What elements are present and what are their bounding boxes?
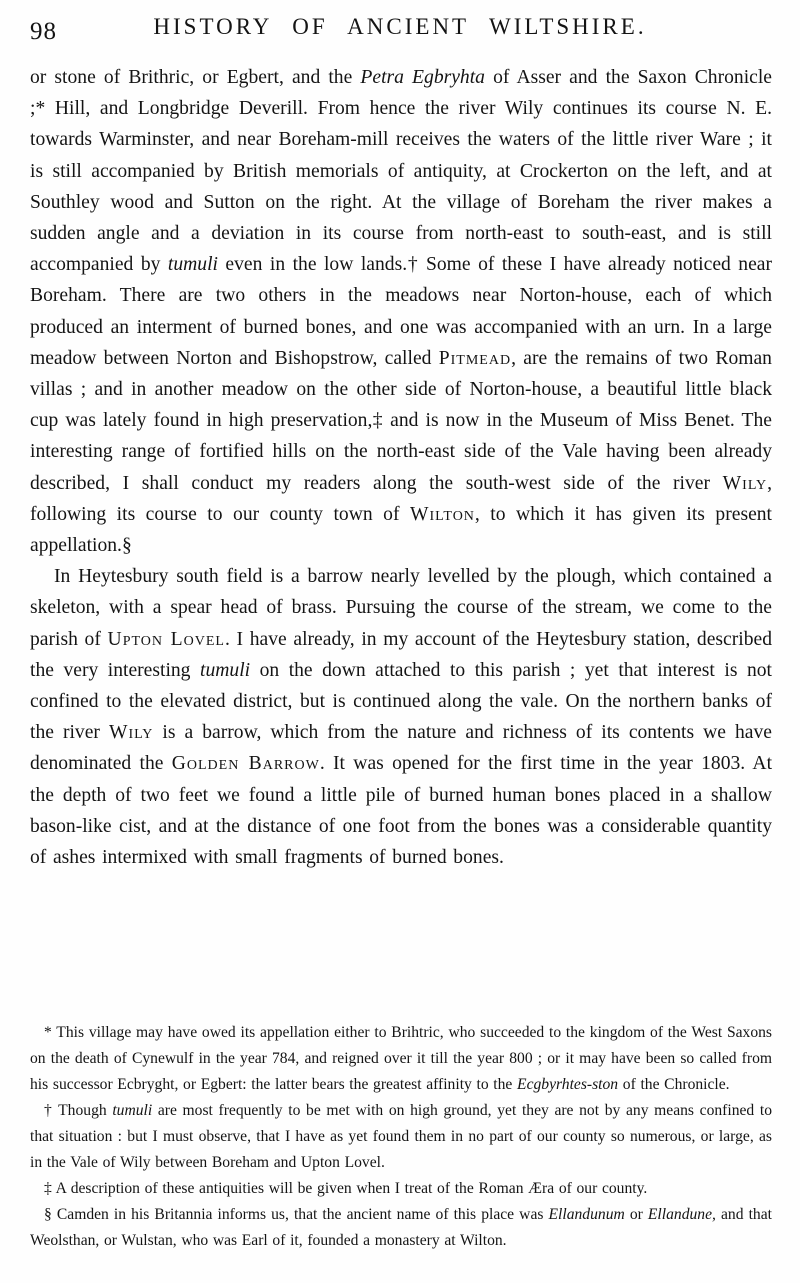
footnote-dagger: [30, 1098, 772, 1176]
footnotes: [30, 1020, 772, 1254]
text-segment: Ellandune,: [647, 1206, 716, 1223]
text-segment: or: [624, 1206, 648, 1223]
text-segment: , following its course to our county town of: [30, 472, 772, 525]
page-title: HISTORY OF ANCIENT WILTSHIRE.: [153, 14, 647, 39]
page-number: 98: [30, 18, 57, 45]
text-segment: are most frequently to be met with on high ground, yet they are not by any means confined to that situation : but I must observe, that I have as yet found them in no part of our county so numerous, or large, as in the Vale of Wily between Boreham and Upton Lovel.: [30, 1102, 772, 1171]
page-header: [0, 14, 800, 54]
text-segment: Pitmead: [438, 347, 512, 369]
text-segment: ‡ A description of these antiquities will be given when I treat of the Roman Æra of our county.: [44, 1180, 648, 1197]
footnote-section: [30, 1202, 772, 1254]
text-segment: Wily: [722, 472, 768, 494]
text-segment: † Though: [44, 1102, 113, 1119]
text-segment: Upton Lovel: [107, 628, 225, 650]
text-segment: Ecgbyrhtes-ston: [517, 1076, 619, 1093]
text-segment: and that Weolsthan, or Wulstan, who was Earl of it, founded a monastery at Wilton.: [30, 1206, 772, 1249]
footnote-double-dagger: [30, 1176, 772, 1202]
text-segment: or stone of Brithric, or Egbert, and the: [30, 67, 361, 88]
text-segment: , are the remains of two Roman villas ; and in another meadow on the other side of Norton-house, a beautiful little black cup was lately found in high preservation,‡ and is now in the Museum of Miss Benet. The interesting range of fortified hills on the north-east side of the Vale having been already described, I shall conduct my readers along the south-west side of the river: [30, 347, 772, 494]
text-segment: is a barrow, which from the nature and richness of its contents we have denominated the: [30, 722, 772, 775]
text-segment: Ellandunum: [548, 1206, 625, 1223]
text-segment: § Camden in his Britannia informs us, that the ancient name of this place was: [44, 1206, 549, 1223]
text-segment: on the down attached to this parish ; yet that interest is not confined to the elevated district, but is continued along the vale. On the northern banks of the river: [30, 659, 772, 744]
text-segment: tumuli: [200, 659, 251, 681]
text-segment: of the Chronicle.: [618, 1076, 730, 1093]
text-segment: . I have already, in my account of the Heytesbury station, described the very interesting: [30, 628, 772, 681]
text-segment: * This village may have owed its appellation either to Brihtric, who succeeded to the kingdom of the West Saxons on the death of Cynewulf in the year 784, and reigned over it till the year 800 ; or it may have been so called from his successor Ecbryght, or Egbert: the latter bears the greatest affinity to the: [30, 1024, 772, 1093]
paragraph-1: [30, 62, 772, 561]
text-segment: Wily: [108, 722, 154, 744]
text-segment: . It was opened for the first time in the year 1803. At the depth of two feet we found a little pile of burned human bones placed in a shallow bason-like cist, and at the distance of one foot from the bones was a considerable quantity of ashes intermixed with small fragments of burned bones.: [30, 753, 773, 869]
text-segment: of Asser and the Saxon Chronicle ;* Hill, and Longbridge Deverill. From hence the river Wily continues its course N. E. towards Warminster, and near Boreham-mill receives the waters of the little river Ware ; it is still accompanied by British memorials of antiquity, at Crockerton on the left, and at Southley wood and Sutton on the right. At the village of Boreham the river makes a sudden angle and a deviation in its course from north-east to south-east, and is still accompanied by: [30, 67, 772, 276]
text-segment: tumuli: [167, 254, 218, 276]
text-segment: Petra Egbryhta: [360, 67, 485, 88]
body-text: [30, 62, 772, 873]
text-segment: , to which it has given its present appellation.§: [30, 503, 773, 557]
text-segment: Wilton: [409, 503, 475, 525]
paragraph-2: [30, 561, 772, 873]
text-segment: Golden Barrow: [171, 753, 320, 775]
text-segment: tumuli: [112, 1102, 153, 1119]
text-segment: even in the low lands.† Some of these I have already noticed near Boreham. There are two others in the meadows near Norton-house, each of which produced an interment of burned bones, and one was accompanied with an urn. In a large meadow between Norton and Bishopstrow, called: [30, 254, 772, 369]
footnote-asterisk: [30, 1020, 772, 1098]
text-segment: In Heytesbury south field is a barrow nearly levelled by the plough, which contained a skeleton, with a spear head of brass. Pursuing the course of the stream, we come to the parish of: [30, 566, 772, 650]
